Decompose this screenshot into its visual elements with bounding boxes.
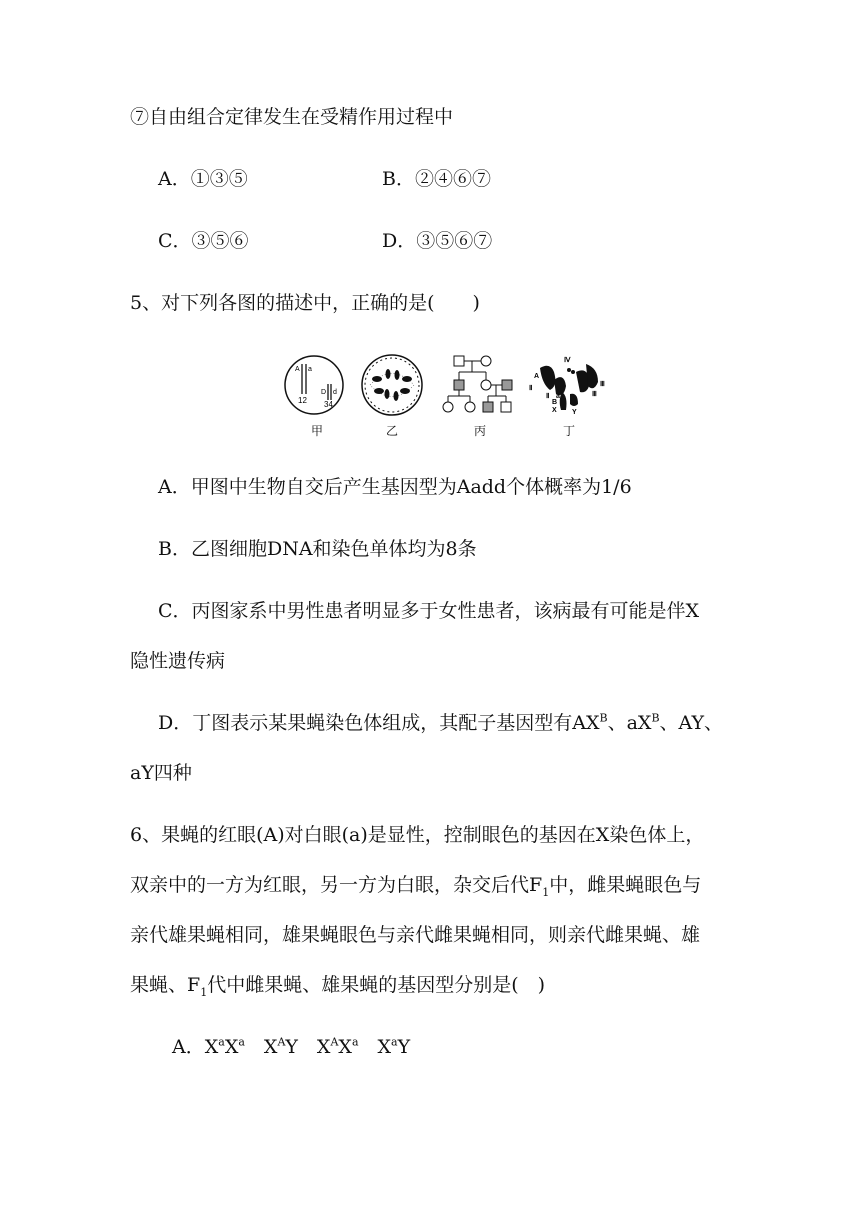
q6-line-4-sub: 1 [200,985,208,999]
jia-12: 12 [298,396,307,405]
q4-statement-7: ⑦自由组合定律发生在受精作用过程中 [130,106,454,128]
q6-a-part9: a [351,1035,359,1049]
q6-line-4 [130,972,545,998]
q6-a-part0: A．X [172,1036,219,1058]
jia-a: a [308,366,312,373]
q5-option-d-text-a: D．丁图表示某果蝇染色体组成，其配子基因型有AX [158,712,600,734]
q6-a-part12: Y [397,1036,411,1058]
ding-III-left: Ⅲ [592,390,597,398]
figure-label-jia: 甲 [310,424,323,438]
q4-option-d: D．③⑤⑥⑦ [382,230,493,252]
ding-II-left: Ⅱ [529,384,533,392]
q5-option-b: B．乙图细胞DNA和染色单体均为8条 [158,538,477,560]
ding-X: X [552,407,557,414]
q5-option-d-text-c: 、AY、 [659,712,724,734]
q6-line-2-pre: 双亲中的一方为红眼，另一方为白眼，杂交后代F [130,874,543,896]
ding-III-right: Ⅲ [600,380,605,388]
jia-D: D [321,389,327,396]
q6-a-part10: X [358,1036,392,1058]
q5-option-d-line1 [158,710,723,736]
q6-line-1: 6、果蝇的红眼(A)对白眼(a)是显性，控制眼色的基因在X染色体上， [130,824,705,846]
jia-34: 34 [324,400,333,409]
q5-stem: 5、对下列各图的描述中，正确的是( ) [130,292,480,314]
q4-option-a: A．①③⑤ [158,168,248,190]
q6-a-part1: a [218,1035,225,1049]
figure-label-ding: 丁 [562,424,575,438]
figure-label-bing: 丙 [473,424,486,438]
q6-line-3: 亲代雄果蝇相同，雄果蝇眼色与亲代雌果蝇相同，则亲代雌果蝇、雄 [130,924,701,946]
figure-ding [528,352,610,418]
q6-a-part11: a [391,1035,398,1049]
q5-option-c-line1: C．丙图家系中男性患者明显多于女性患者，该病最有可能是伴X [158,600,700,622]
q6-a-part5: A [277,1035,286,1049]
ding-a: a [556,393,560,400]
q6-a-part3: a [238,1035,245,1049]
q5-option-c-line2: 隐性遗传病 [130,650,226,672]
q6-a-part7: A [330,1035,339,1049]
q5-option-d-sup1: B [599,711,608,725]
figure-label-yi: 乙 [385,424,398,438]
figure-bing [440,352,520,418]
q6-line-4-pre: 果蝇、F [130,974,201,996]
q5-option-d-line2: aY四种 [130,762,192,784]
q4-option-c: C．③⑤⑥ [158,230,249,252]
jia-A: A [295,366,300,373]
q5-option-d-text-b: 、aX [607,712,652,734]
jia-d: d [333,389,337,396]
ding-A: A [534,373,540,380]
q5-option-a: A．甲图中生物自交后产生基因型为Aadd个体概率为1/6 [158,476,632,498]
q6-a-part6: Y X [285,1036,331,1058]
q6-line-4-post: 代中雌果蝇、雄果蝇的基因型分别是( ) [207,974,546,996]
ding-II-right: Ⅱ [546,392,550,400]
q6-line-2-post: 中，雌果蝇眼色与 [549,874,702,896]
q6-line-2-sub: 1 [542,885,550,899]
q6-line-2 [130,872,701,898]
q6-option-a [172,1034,410,1060]
q5-option-d-sup2: B [651,711,660,725]
ding-Y: Y [572,409,577,416]
ding-B: B [552,399,558,406]
q4-option-b: B．②④⑥⑦ [382,168,491,190]
q5-figures [280,352,610,442]
figure-jia [284,352,344,418]
q6-a-part4: X [244,1036,278,1058]
figure-yi [360,352,424,418]
q6-a-part8: X [338,1036,352,1058]
ding-IV: Ⅳ [564,356,571,364]
q6-a-part2: X [224,1036,239,1058]
